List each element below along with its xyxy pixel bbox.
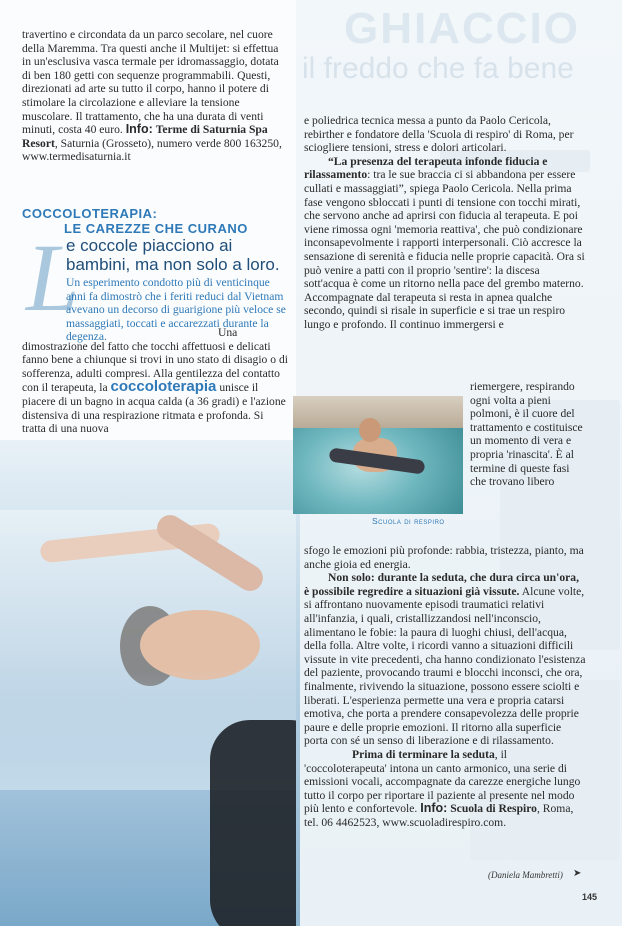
right-column-bottom xyxy=(304,544,586,829)
watermark-subtitle: il freddo che fa bene xyxy=(302,52,574,85)
right-paragraph-1: e poliedrica tecnica messa a punto da Paolo Cericola, rebirther e fondatore della 'Scuola di respiro' di Roma, per sciogliere tensioni, stress e dolori articolari. xyxy=(304,114,574,155)
intro-text: travertino e circondata da un parco secolare, nel cuore della Maremma. Tra questi anche il Multijet: si effettua in un'esclusiva vasca termale per idromassaggio, dotata di ben 180 getti con sequenze programmabili. Questi, direzionati ad arte su tutto il corpo, hanno il potere di stimolare la circolazione e alleviare la tensione muscolare. Il trattamento, che ha una durata di venti minuti, costa 40 euro. xyxy=(22,28,279,137)
info-label: Info: xyxy=(125,122,153,137)
info-label-2: Info: xyxy=(420,801,448,816)
right-column-top xyxy=(304,114,586,332)
info-name-2: Scuola di Respiro xyxy=(450,802,537,816)
heading-line-1: COCCOLOTERAPIA: xyxy=(22,206,158,221)
dark-shape xyxy=(210,720,296,926)
heading-line-2: LE CAREZZE CHE CURANO xyxy=(64,221,248,236)
floating-woman-photo xyxy=(0,510,296,926)
right-paragraph-4: Alcune volte, si affrontano nuovamente episodi traumatici relativi all'infanzia, i quali, cristallizzandosi nell'inconscio, alimentano le fobie: la paura di luoghi chiusi, dell'acqua, della folla. Altre volte, i ricordi vanno a situazioni difficili vissute in vite precedenti, cha hanno condizionato l'esistenza del paziente, provocando traumi e blocchi inconsci, che ora, finalmente, rivivendo la situazione, possono essere sciolti e liberati. L'esperienza permette una vera e propria catarsi emotiva, che porta a prendere consapevolezza delle proprie paure e delle proprie emozioni. Il ritorno alla superficie porta con sé un senso di liberazione e di rilassamento. xyxy=(304,584,586,748)
left-body xyxy=(22,326,288,436)
left-body-text-2: unisce il piacere di un bagno in acqua calda (a 36 gradi) e l'azione distensiva di una respirazione ritmata e profonda. Si tratta di una nuova xyxy=(22,381,286,436)
narrow-column xyxy=(470,380,588,489)
right-paragraph-2: : tra le sue braccia ci si abbandona per essere cullati e massaggiati”, spiega Paolo Cericola. Nella prima fase vengono sbloccati i punti di tensione con tocchi mirati, che servono anche ad aprirsi con fiducia al terapeuta. E poi viene rimossa ogni 'memoria reattiva', che può condizionare inconsapevolmente i rapporti interpersonali. Ciò accresce la sensazione di serenità e fiducia nelle proprie capacità. Ora si può venire a patti con il proprio 'sentire': la discesa sott'acqua è come un ritorno nella pace del grembo materno. Accompagnate dal terapeuta si resta in apnea qualche secondo, quindi si risale in superficie e si trae un respiro lungo e profondo. Il continuo immergersi e xyxy=(304,168,585,331)
pool-photo xyxy=(293,396,463,514)
watermark-title: GHIACCIO xyxy=(344,4,580,53)
photo-caption: Scuola di respiro xyxy=(372,516,445,526)
page-number: 145 xyxy=(582,892,598,902)
right-bold-4: Non solo: durante la seduta, che dura circa un'ora, è possibile regredire a situazioni già vissute. xyxy=(304,571,579,598)
left-body-text: Una dimostrazione del fatto che tocchi affettuosi e delicati fanno bene a chiunque si trovi in uno stato di disagio o di sofferenza, adulti compresi. Alla gentilezza del contatto con il terapeuta, la xyxy=(22,326,288,395)
author-credit: (Daniela Mambretti) xyxy=(488,870,563,880)
info-details-2: , Roma, tel. 06 4462523, www.scuoladirespiro.com. xyxy=(304,802,574,829)
right-bold-2: “La presenza del terapeuta infonde fiducia e rilassamento xyxy=(304,154,548,182)
lead-text: e coccole piacciono ai bambini, ma non solo a loro. xyxy=(66,236,280,274)
person-head xyxy=(359,418,381,442)
highlight-term: coccoloterapia xyxy=(110,378,217,396)
narrow-text: riemergere, respirando ogni volta a pieni polmoni, è il cuore del trattamento e costituisce un momento di vera e propria 'rinascita'. È al termine di queste fasi che trovano libero xyxy=(470,380,583,489)
right-paragraph-3: sfogo le emozioni più profonde: rabbia, tristezza, pianto, ma anche gioia ed energia. xyxy=(304,544,584,571)
intro-paragraph xyxy=(22,28,284,164)
right-paragraph-5: , il 'coccoloterapeuta' intona un canto armonico, una serie di emissioni vocali, accompagnate da carezze energiche lungo tutto il corpo per riportare il paziente al presente nel modo più lento e confortevole. xyxy=(304,747,581,816)
drop-cap: L xyxy=(26,224,80,331)
info-name: Terme di Saturnia Spa Resort xyxy=(22,123,268,150)
info-details: , Saturnia (Grosseto), numero verde 800 163250, www.termedisaturnia.it xyxy=(22,136,282,164)
right-bold-5: Prima di terminare la seduta xyxy=(352,747,495,761)
continue-arrow-icon: ➤ xyxy=(573,868,582,879)
blue-intro: Un esperimento condotto più di venticinque anni fa dimostrò che i feriti reduci dal Vietnam avevano un decorso di guarigione più veloce se massaggiati, toccati e accarezzati durante la degenza. xyxy=(66,276,286,344)
